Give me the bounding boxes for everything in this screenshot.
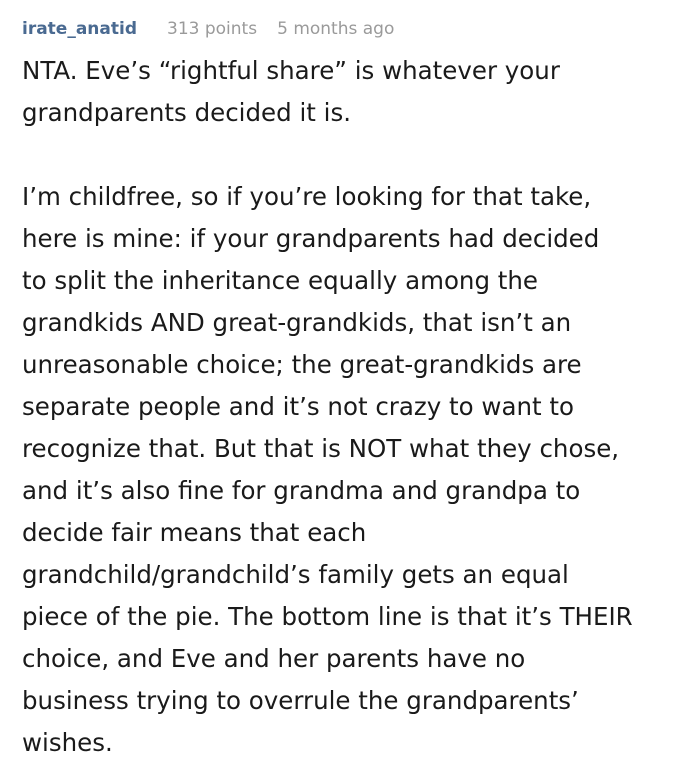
comment-line: NTA. Eve’s “rightful share” is whatever your bbox=[22, 56, 560, 85]
comment-line: and it’s also fine for grandma and grandpa to bbox=[22, 476, 581, 505]
comment-paragraph-2 bbox=[22, 176, 692, 764]
comment-line: separate people and it’s not crazy to want to bbox=[22, 392, 574, 421]
comment-age: 5 months ago bbox=[277, 19, 395, 39]
username-link[interactable]: irate_anatid bbox=[22, 19, 138, 39]
comment-line: here is mine: if your grandparents had decided bbox=[22, 224, 600, 253]
comment-line: grandchild/grandchild’s family gets an equal bbox=[22, 560, 569, 589]
comment-line: wishes. bbox=[22, 728, 113, 757]
comment-line: business trying to overrule the grandparents’ bbox=[22, 686, 579, 715]
comment-line: grandparents decided it is. bbox=[22, 98, 352, 127]
comment-line: grandkids AND great-grandkids, that isn’t an bbox=[22, 308, 572, 337]
comment-line: I’m childfree, so if you’re looking for that take, bbox=[22, 182, 592, 211]
comment-line: recognize that. But that is NOT what they chose, bbox=[22, 434, 620, 463]
comment-line: unreasonable choice; the great-grandkids are bbox=[22, 350, 582, 379]
comment-line: to split the inheritance equally among the bbox=[22, 266, 539, 295]
comment-paragraph-1 bbox=[22, 50, 692, 134]
comment-body bbox=[22, 50, 692, 764]
comment-line: decide fair means that each bbox=[22, 518, 367, 547]
comment-meta bbox=[22, 19, 394, 43]
comment-line: choice, and Eve and her parents have no bbox=[22, 644, 526, 673]
paragraph-gap bbox=[22, 134, 692, 176]
comment-line: piece of the pie. The bottom line is that it’s THEIR bbox=[22, 602, 633, 631]
points-count: 313 points bbox=[167, 19, 258, 39]
